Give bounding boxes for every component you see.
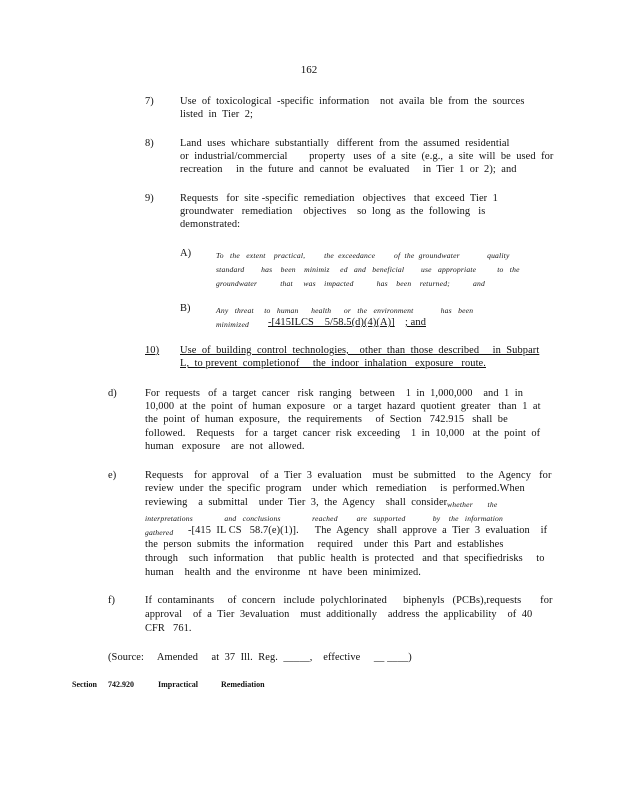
item-10-line-1: Use of building control technologies, other than those described in Subpart bbox=[180, 345, 540, 356]
sub-a-label: A) bbox=[180, 248, 192, 259]
sub-a-line-2: standard has been minimiz ed and beneficial use appropriate to the bbox=[216, 265, 520, 274]
sub-b-citation: -[415ILCS 5/58.5(d)(4)(A)] bbox=[268, 317, 395, 328]
item-e-line-8: human health and the environme nt have been minimized. bbox=[145, 567, 422, 578]
item-7-line-2: listed in Tier 2; bbox=[180, 109, 254, 120]
item-8-label: 8) bbox=[145, 138, 154, 149]
item-e-line-6: the person submits the information required under this Part and establishes bbox=[145, 539, 504, 550]
item-d-label: d) bbox=[108, 388, 117, 399]
item-e-line-4-italic: interpretations and conclusions reached are supported by the information bbox=[145, 514, 503, 523]
item-7-line-1: Use of toxicological -specific information not availa ble from the sources bbox=[180, 96, 525, 107]
page-number: 162 bbox=[300, 64, 318, 76]
item-f-line-2: approval of a Tier 3evaluation must additionally address the applicability of 40 bbox=[145, 609, 533, 620]
sub-b-and: ; and bbox=[405, 317, 426, 328]
item-e-line-5-rest: -[415 IL CS 58.7(e)(1)]. The Agency shall approve a Tier 3 evaluation if bbox=[188, 525, 548, 536]
section-word-1: Impractical bbox=[158, 680, 198, 689]
item-7-label: 7) bbox=[145, 96, 154, 107]
sub-b-line-2-italic: minimized bbox=[216, 320, 250, 329]
item-e-line-2: review under the specific program under which remediation is performed.When bbox=[145, 483, 525, 494]
item-f-label: f) bbox=[108, 595, 116, 606]
item-d-line-1: For requests of a target cancer risk ranging between 1 in 1,000,000 and 1 in bbox=[145, 388, 523, 399]
item-e-line-3: reviewing a submittal under Tier 3, the Agency shall consider bbox=[145, 497, 448, 508]
item-f-line-3: CFR 761. bbox=[145, 623, 192, 634]
sub-a-line-1: To the extent practical, the exceedance of the groundwater quality bbox=[216, 251, 510, 260]
section-label: Section bbox=[72, 680, 97, 689]
item-e-line-3-italic: whether the bbox=[447, 500, 498, 509]
item-d-line-5: human exposure are not allowed. bbox=[145, 441, 305, 452]
item-9-line-3: demonstrated: bbox=[180, 219, 241, 230]
item-d-line-4: followed. Requests for a target cancer risk exceeding 1 in 10,000 at the point of bbox=[145, 428, 541, 439]
item-e-label: e) bbox=[108, 470, 117, 481]
section-word-2: Remediation bbox=[221, 680, 265, 689]
item-8-line-2: or industrial/commercial property uses of a site (e.g., a site will be used for bbox=[180, 151, 554, 162]
item-8-line-1: Land uses whichare substantially different from the assumed residential bbox=[180, 138, 510, 149]
item-e-line-5-italic: gathered bbox=[145, 528, 174, 537]
item-d-line-3: the point of human exposure, the requirements of Section 742.915 shall be bbox=[145, 414, 508, 425]
source-note: (Source: Amended at 37 Ill. Reg. _____, effective __ ____) bbox=[108, 652, 412, 663]
item-10-label: 10) bbox=[145, 345, 160, 356]
item-e-line-1: Requests for approval of a Tier 3 evaluation must be submitted to the Agency for bbox=[145, 470, 552, 481]
item-f-line-1: If contaminants of concern include polychlorinated biphenyls (PCBs),requests for bbox=[145, 595, 553, 606]
item-9-line-2: groundwater remediation objectives so long as the following is bbox=[180, 206, 486, 217]
item-8-line-3: recreation in the future and cannot be evaluated in Tier 1 or 2); and bbox=[180, 164, 517, 175]
item-e-line-7: through such information that public health is protected and that specifiedrisks to bbox=[145, 553, 545, 564]
item-10-line-2: L, to prevent completionof the indoor inhalation exposure route. bbox=[180, 358, 486, 369]
sub-b-label: B) bbox=[180, 303, 191, 314]
item-9-label: 9) bbox=[145, 193, 154, 204]
section-number: 742.920 bbox=[108, 680, 134, 689]
item-9-line-1: Requests for site -specific remediation objectives that exceed Tier 1 bbox=[180, 193, 498, 204]
sub-b-line-1: Any threat to human health or the environment has been bbox=[216, 306, 474, 315]
sub-a-line-3: groundwater that was impacted has been returned; and bbox=[216, 279, 486, 288]
item-d-line-2: 10,000 at the point of human exposure or a target hazard quotient greater than 1 at bbox=[145, 401, 541, 412]
